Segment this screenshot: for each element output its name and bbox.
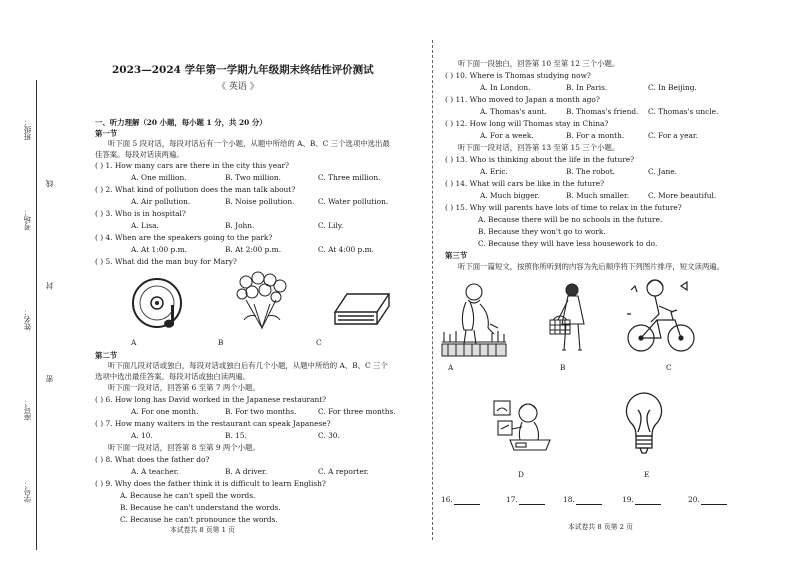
binding-mark-xian: 线 (45, 180, 54, 188)
q3-option-a: A. Lisa. (131, 221, 159, 230)
q8-option-a: A. A teacher. (131, 467, 179, 476)
page-footer-left: 本试卷共 8 页第 1 页 (170, 526, 235, 534)
binding-label-seat: 座号： (23, 398, 32, 421)
question-7: ( ) 7. How many waiters in the restaurant can speak Japanese? (95, 419, 331, 428)
flower-bouquet-icon (232, 270, 292, 334)
q1-option-a: A. One million. (131, 173, 187, 182)
question-2: ( ) 2. What kind of pollution does the man talk about? (95, 185, 296, 194)
binding-line (36, 80, 37, 550)
question-5: ( ) 5. What did the man buy for Mary? (95, 257, 237, 266)
answer-blank-20[interactable] (701, 504, 727, 505)
q15-option-c: C. Because they will have less housework to do. (478, 239, 658, 248)
dialogue-6-7-instr: 听下面一段对话，回答第 6 至第 7 两个小题。 (108, 383, 260, 392)
answer-blank-18[interactable] (576, 504, 602, 505)
q7-option-c: C. 30. (318, 431, 340, 440)
question-6: ( ) 6. How long has David worked in the Japanese restaurant? (95, 395, 327, 404)
binding-mark-feng: 封 (45, 282, 54, 290)
q9-option-c: C. Because he can't pronounce the words. (120, 515, 278, 524)
q12-option-c: C. For a year. (648, 131, 698, 140)
part3-pic-label-a: A (448, 363, 454, 372)
q14-option-b: B. Much smaller. (566, 191, 630, 200)
q11-option-c: C. Thomas's uncle. (648, 107, 719, 116)
q14-option-c: C. More beautiful. (648, 191, 717, 200)
section-title: 一、听力理解（20 小题，每小题 1 分，共 20 分） (95, 118, 267, 127)
boy-painting-icon (492, 395, 552, 465)
woman-shopping-icon (548, 280, 592, 360)
dialogue-8-9-instr: 听下面一段对话，回答第 8 至第 9 两个小题。 (108, 443, 260, 452)
part1-instructions-2: 佳答案。每段对话读两遍。 (95, 150, 184, 159)
light-bulb-icon (622, 390, 666, 462)
q13-option-a: A. Eric. (480, 167, 508, 176)
part2-instructions: 听下面几段对话或独白，每段对话或独白后有几个小题，从题中所给的 A、B、C 三个 (108, 361, 388, 370)
part1-instructions: 听下面 5 段对话，每段对话后有一个小题，从题中所给的 A、B、C 三个选项中选出最 (108, 139, 390, 148)
question-11: ( ) 11. Who moved to Japan a month ago? (445, 95, 600, 104)
monologue-10-12-instr: 听下面一段独白，回答第 10 至第 12 三个小题。 (458, 59, 620, 68)
exam-subject: 《 英语 》 (217, 82, 259, 92)
question-14: ( ) 14. What will cars be like in the future? (445, 179, 605, 188)
page-footer-right: 本试卷共 8 页第 2 页 (568, 523, 633, 531)
question-8: ( ) 8. What does the father do? (95, 455, 210, 464)
q4-option-b: B. At 2:00 p.m. (225, 245, 282, 254)
q5-pic-label-a: A (131, 338, 137, 347)
question-9: ( ) 9. Why does the father think it is difficult to learn English? (95, 479, 326, 488)
q15-option-b: B. Because they won't go to work. (478, 227, 606, 236)
q5-pic-label-b: B (218, 338, 224, 347)
answer-blank-16[interactable] (454, 504, 480, 505)
q10-option-a: A. In London. (480, 83, 531, 92)
q3-option-b: B. John. (225, 221, 255, 230)
q2-option-b: B. Noise pollution. (225, 197, 295, 206)
q11-option-a: A. Thomas's aunt. (480, 107, 547, 116)
part2-instructions-2: 选项中选出最佳答案。每段对话或独白读两遍。 (95, 372, 251, 381)
answer-label-18: 18. (563, 495, 575, 504)
q1-option-c: C. Three million. (318, 173, 381, 182)
q11-option-b: B. Thomas's friend. (566, 107, 639, 116)
answer-label-20: 20. (688, 495, 700, 504)
q6-option-a: A. For one month. (131, 407, 199, 416)
answer-label-17: 17. (506, 495, 518, 504)
question-10: ( ) 10. Where is Thomas studying now? (445, 71, 591, 80)
q14-option-a: A. Much bigger. (480, 191, 540, 200)
part3-pic-label-c: C (666, 363, 672, 372)
q7-option-b: B. 15. (225, 431, 247, 440)
q15-option-a: A. Because there will be no schools in the future. (478, 215, 663, 224)
part3-instructions: 听下面一篇短文，按照你所听到的内容为先后顺序将下列图片排序，短文读两遍。 (458, 262, 725, 271)
part-heading-1: 第一节 (95, 129, 118, 138)
question-4: ( ) 4. When are the speakers going to the park? (95, 233, 273, 242)
part-heading-3: 第三节 (445, 251, 468, 260)
q10-option-c: C. In Beijing. (648, 83, 697, 92)
question-12: ( ) 12. How long will Thomas stay in China? (445, 119, 609, 128)
binding-label-class: 班级： (23, 118, 32, 141)
q7-option-a: A. 10. (131, 431, 153, 440)
q2-option-c: C. Water pollution. (318, 197, 389, 206)
q8-option-b: B. A driver. (225, 467, 268, 476)
q6-option-b: B. For two months. (225, 407, 297, 416)
question-15: ( ) 15. Why will parents have lots of time to relax in the future? (445, 203, 682, 212)
q1-option-b: B. Two million. (225, 173, 281, 182)
q4-option-c: C. At 4:00 p.m. (318, 245, 374, 254)
q4-option-a: A. At 1:00 p.m. (131, 245, 187, 254)
q9-option-b: B. Because he can't understand the words. (120, 503, 281, 512)
old-man-gardening-icon (440, 280, 508, 360)
q8-option-c: C. A reporter. (318, 467, 369, 476)
vinyl-record-icon (130, 275, 188, 333)
part3-pic-label-d: D (518, 470, 524, 479)
q13-option-c: C. Jane. (648, 167, 677, 176)
q13-option-b: B. The robot. (566, 167, 616, 176)
part3-pic-label-e: E (644, 470, 650, 479)
q12-option-a: A. For a week. (480, 131, 534, 140)
dialogue-13-15-instr: 听下面一段对话，回答第 13 至第 15 三个小题。 (458, 143, 620, 152)
binding-label-room: 考场： (23, 208, 32, 231)
question-3: ( ) 3. Who is in hospital? (95, 209, 186, 218)
q2-option-a: A. Air pollution. (131, 197, 191, 206)
binding-mark-mi: 密 (45, 375, 54, 383)
q10-option-b: B. In Paris. (566, 83, 608, 92)
q5-pic-label-c: C (316, 338, 322, 347)
book-icon (333, 290, 391, 330)
page-divider (432, 40, 433, 540)
answer-label-16: 16. (441, 495, 453, 504)
part-heading-2: 第二节 (95, 351, 118, 360)
answer-blank-17[interactable] (519, 504, 545, 505)
answer-label-19: 19. (622, 495, 634, 504)
part3-pic-label-b: B (560, 363, 566, 372)
boy-cycling-icon (625, 276, 695, 358)
exam-title: 2023—2024 学年第一学期九年级期末终结性评价测试 (112, 64, 374, 76)
q6-option-c: C. For three months. (318, 407, 396, 416)
q9-option-a: A. Because he can't spell the words. (120, 491, 256, 500)
binding-label-name: 姓名： (23, 308, 32, 331)
question-13: ( ) 13. Who is thinking about the life in the future? (445, 155, 635, 164)
answer-blank-19[interactable] (635, 504, 661, 505)
question-1: ( ) 1. How many cars are there in the city this year? (95, 161, 289, 170)
q3-option-c: C. Lily. (318, 221, 344, 230)
binding-label-id: 学号： (23, 480, 32, 503)
q12-option-b: B. For a month. (566, 131, 625, 140)
